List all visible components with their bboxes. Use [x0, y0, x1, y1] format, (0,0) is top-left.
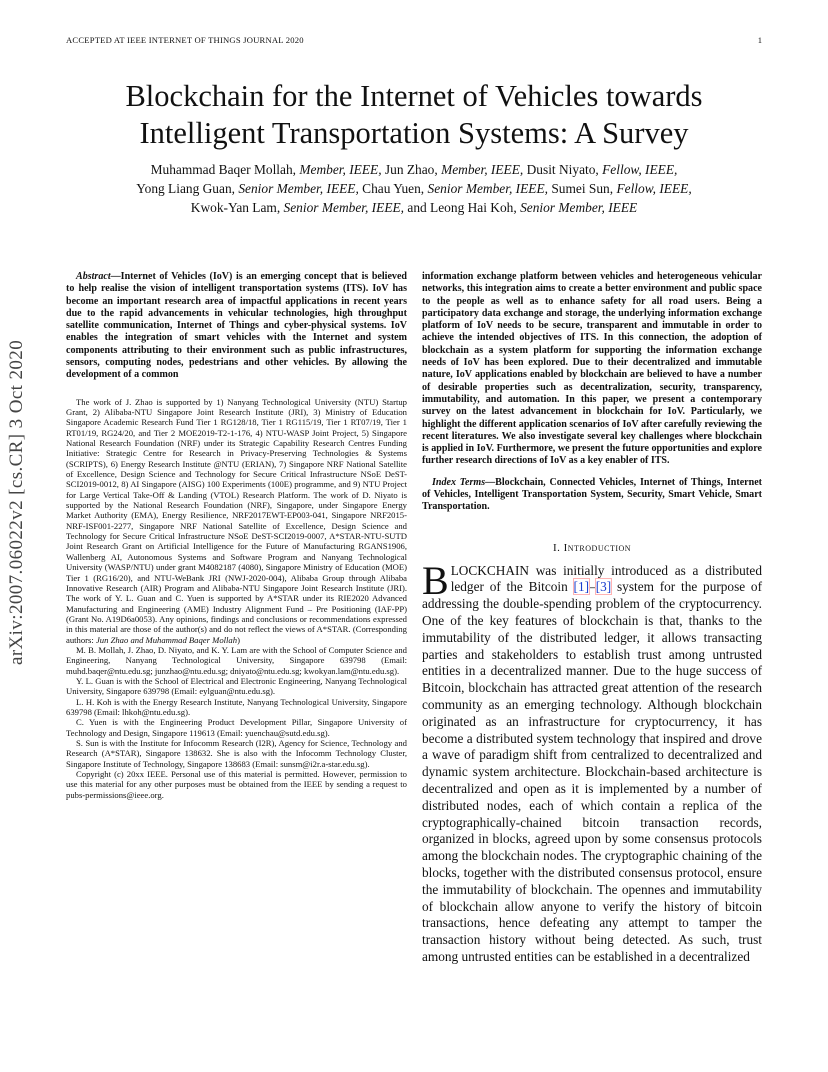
author-list: [60, 160, 768, 217]
abstract-part-1: Abstract—Internet of Vehicles (IoV) is an emerging concept that is believed to help realise the vision of intelligent transportation systems (ITS). IoV has become an important research area of impactful applications in recent years due to the rapid advancements in vehicular technologies, high throughput satellite communication, Internet of Things and cyber-physical systems. IoV enables the integration of smart vehicles with the Internet and system components attributing to their environment such as public infrastructures, sensors, computing nodes, pedestrians and other vehicles. By allowing the development of a common: [66, 271, 407, 381]
title-line-1: Blockchain for the Internet of Vehicles towards: [125, 79, 703, 113]
title-line-2: Intelligent Transportation Systems: A Survey: [139, 116, 689, 150]
author-line-2: Yong Liang Guan, Senior Member, IEEE, Chau Yuen, Senior Member, IEEE, Sumei Sun, Fellow, IEEE,: [136, 181, 692, 196]
copyright-note: Copyright (c) 20xx IEEE. Personal use of this material is permitted. However, permission to use this material for any other purposes must be obtained from the IEEE by sending a request to pubs-permissions@ieee.org.: [66, 769, 407, 800]
page-number: 1: [757, 35, 762, 45]
citation-link-1[interactable]: [1]: [573, 579, 590, 595]
drop-cap: B: [422, 557, 449, 603]
right-column: [422, 271, 762, 966]
arxiv-identifier: arXiv:2007.06022v2 [cs.CR] 3 Oct 2020: [6, 339, 27, 665]
section-heading-introduction: I. Introduction: [552, 541, 632, 554]
paper-title: [60, 78, 768, 152]
affiliation-note-ntu-scse: M. B. Mollah, J. Zhao, D. Niyato, and K. Y. Lam are with the School of Computer Science and Engineering, Nanyang Technological University, Singapore 639798 (Email: muhd.baqer@ntu.edu.sg; junzhao@ntu.edu.sg; dniyato@ntu.edu.sg; kwokyan.lam@ntu.edu.sg).: [66, 644, 407, 676]
left-column: [66, 271, 407, 800]
journal-header: ACCEPTED AT IEEE INTERNET OF THINGS JOURNAL 2020: [66, 35, 304, 45]
author-line-1: Muhammad Baqer Mollah, Member, IEEE, Jun Zhao, Member, IEEE, Dusit Niyato, Fellow, IEEE,: [150, 162, 678, 177]
index-terms: Index Terms—Blockchain, Connected Vehicles, Internet of Things, Internet of Vehicles, Intelligent Transportation System, Security, Smart Vehicle, Smart Transportation.: [422, 476, 763, 513]
affiliation-note-eri: L. H. Koh is with the Energy Research Institute, Nanyang Technological University, Singapore 639798 (Email: lhkoh@ntu.edu.sg).: [66, 696, 407, 717]
funding-note: The work of J. Zhao is supported by 1) Nanyang Technological University (NTU) Startup Grant, 2) Alibaba-NTU Singapore Joint Research Institute (JRI), 3) Ministry of Education Singapore Academic Research Fund Tier 1 RG128/18, Tier 1 RG115/19, Tier 1 RT07/19, Tier 1 RT01/19, RG24/20, and Tier 2 MOE2019-T2-1-176, 4) NTU-WASP Joint Project, 5) Singapore National Research Foundation (NRF) under its Strategic Capability Research Centres Funding Initiative: Strategic Centre for Research in Privacy-Preserving Technologies & Systems (SCRIPTS), 6) Energy Research Institute @NTU (ERIAN), 7) Singapore NRF National Satellite of Excellence, Design Science and Technology for Secure Critical Infrastructure NSoE DeST-SCI2019-0012, 8) AI Singapore (AISG) 100 Experiments (100E) programme, and 9) NTU Project for Large Vertical Take-Off & Landing (VTOL) Research Platform. The work of D. Niyato is supported by the National Research Foundation (NRF), Singapore, under Singapore Energy Market Authority (EMA), Energy Resilience, NRF2017EWT-EP003-041, Singapore NRF2015-NRF-ISF001-2277, Singapore NRF National Satellite of Excellence, Design Science and Technology for Secure Critical Infrastructure NSoE DeST-SCI2019-0007, A*STAR-NTU-SUTD Joint Research Grant on Artificial Intelligence for the Future of Manufacturing RGANS1906, Wallenberg AI, Autonomous Systems and Software Program and Nanyang Technological University (WASP/NTU) under grant M4082187 (4080), Singapore Ministry of Education (MOE) Tier 1 (RG16/20), and NTU-WeBank JRI (NWJ-2020-004), Alibaba Group through Alibaba Innovative Research (AIR) Program and Alibaba-NTU Singapore Joint Research Institute (JRI). The work of Y. L. Guan and C. Yuen is supported by A*STAR under its RIE2020 Advanced Manufacturing and Engineering (AME) Industry Alignment Fund – Pre Positioning (IAF-PP) (Grant No. A19D6a0053). Any opinions, findings and conclusions or recommendations expressed in this material are those of the author(s) and do not reflect the views of A*STAR. (Corresponding authors: Jun Zhao and Muhammad Baqer Mollah): [66, 396, 407, 645]
author-line-3: Kwok-Yan Lam, Senior Member, IEEE, and Leong Hai Koh, Senior Member, IEEE: [190, 200, 638, 215]
affiliation-note-ntu-eee: Y. L. Guan is with the School of Electrical and Electronic Engineering, Nanyang Technological University, Singapore 639798 (Email: eylguan@ntu.edu.sg).: [66, 675, 407, 697]
affiliation-note-i2r: S. Sun is with the Institute for Infocomm Research (I2R), Agency for Science, Technology and Research (A*STAR), Singapore 138632. She is also with the Infocomm Technology Cluster, Singapore Institute of Technology, Singapore 138683 (Email: sunsm@i2r.a-star.edu.sg).: [66, 738, 407, 769]
footnotes: [66, 397, 407, 800]
introduction-paragraph: BLOCKCHAIN was initially introduced as a distributed ledger of the Bitcoin [1]–[3] system for the purpose of addressing the double-spending problem of the cryptocurrency. One of the key features of blockchain is that, thanks to the immutability of the distributed ledger, it allows transacting parties and stakeholders to establish trust among untrusted entities in a decentralized manner. Due to the huge success of Bitcoin, blockchain has attracted great attention of the research community as an emerging technology. Although blockchain originated as an infrastructure for cryptocurrency, it has become a distributed system technology that inspired and drove a wave of paradigm shift from centralized to decentralized and dynamic system architecture. Blockchain-based architecture is decentralized and open as it is implemented by a number of distributed nodes, each of which contain a replica of the cryptographically-chained bitcoin transaction records, organized in blocks, agreed upon by some consensus protocols among the blockchain nodes. The cryptographic chaining of the blocks, together with the distributed consensus protocol, ensure the immutability of blockchain. The opennes and immutability of blockchain allow anyone to verify the history of bitcoin transactions, hence defeating any attempt to tamper the transaction history without being detected. As such, trust among untrusted entities can be established in a decentralized: [422, 557, 763, 964]
citation-link-3[interactable]: [3]: [595, 579, 612, 595]
abstract-part-2: information exchange platform between vehicles and heterogeneous vehicular networks, this integration aims to create a better environment and public space to the people as well as to enhance safety for all road users. Being a participatory data exchange and storage, the underlying information exchange platform of IoV needs to be secure, transparent and immutable in order to achieve the intended objectives of ITS. In this connection, the adoption of blockchain as a system platform for supporting the information exchange needs of IoV has been explored. Due to their decentralized and immutable nature, IoV applications enabled by blockchain are believed to have a number of desirable properties such as decentralization, security, transparency, immutability, and automation. In this paper, we present a contemporary survey on the latest advancement in blockchain for IoV. Particularly, we highlight the different application scenarios of IoV after carefully reviewing the recent literatures. We also investigate several key challenges where blockchain is applied in IoV. Furthermore, we present the future opportunities and explore further research directions of IoV as a key enabler of ITS.: [422, 271, 762, 467]
affiliation-note-sutd: C. Yuen is with the Engineering Product Development Pillar, Singapore University of Technology and Design, Singapore 119613 (Email: yuenchau@sutd.edu.sg).: [66, 717, 407, 738]
